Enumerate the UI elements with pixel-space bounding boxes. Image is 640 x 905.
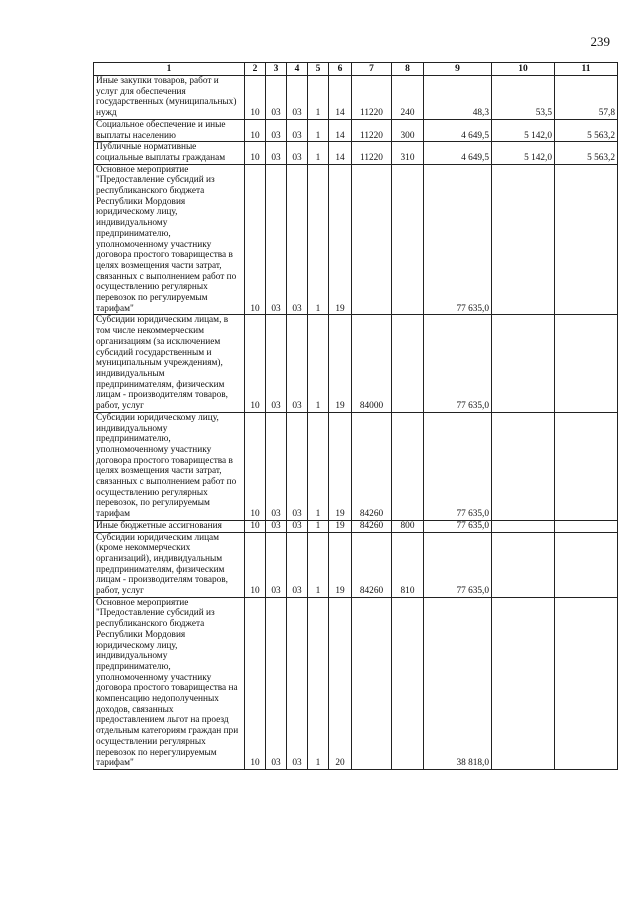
row-amount: 38 818,0 <box>424 597 492 769</box>
row-code: 1 <box>308 412 329 520</box>
row-name: Социальное обеспечение и иные выплаты населению <box>94 119 245 141</box>
row-code: 03 <box>266 164 287 315</box>
row-amount: 4 649,5 <box>424 142 492 164</box>
row-amount <box>555 164 618 315</box>
row-code <box>392 315 424 412</box>
table-header-row <box>94 63 618 76</box>
row-amount: 4 649,5 <box>424 119 492 141</box>
column-header: 11 <box>555 63 618 76</box>
row-name: Субсидии юридическим лицам (кроме некоммерческих организаций), индивидуальным предпринимателям, физическим лицам - производителям товаров, работ, услуг <box>94 532 245 597</box>
row-code <box>392 412 424 520</box>
row-code: 300 <box>392 119 424 141</box>
row-code <box>352 164 392 315</box>
row-name: Субсидии юридическому лицу, индивидуальному предпринимателю, уполномоченному участнику договора простого товарищества в целях возмещения части затрат, связанных с выполнением работ по осуществлению регулярных перевозок, по регулируемым тарифам <box>94 412 245 520</box>
row-code: 19 <box>329 164 352 315</box>
row-code: 19 <box>329 412 352 520</box>
row-code: 19 <box>329 520 352 532</box>
row-name: Основное мероприятие "Предоставление субсидий из республиканского бюджета Республики Мордовия юридическому лицу, индивидуальному предпринимателю, уполномоченному участнику договора простого товарищества на компенсацию недополученных доходов, связанных предоставлением льгот на проезд отдельным категориям граждан при осуществлении регулярных перевозок по нерегулируемым тарифам" <box>94 597 245 769</box>
row-code: 1 <box>308 532 329 597</box>
row-amount: 5 142,0 <box>492 142 555 164</box>
page-number: 239 <box>590 34 610 49</box>
row-code: 10 <box>245 412 266 520</box>
column-header: 6 <box>329 63 352 76</box>
row-code: 03 <box>287 597 308 769</box>
row-amount: 5 563,2 <box>555 142 618 164</box>
row-amount <box>555 520 618 532</box>
row-code: 1 <box>308 164 329 315</box>
column-header: 1 <box>94 63 245 76</box>
row-code: 84260 <box>352 532 392 597</box>
row-code: 03 <box>287 119 308 141</box>
row-code: 03 <box>266 315 287 412</box>
row-code: 03 <box>266 119 287 141</box>
row-code: 1 <box>308 142 329 164</box>
row-amount: 57,8 <box>555 76 618 120</box>
row-code: 10 <box>245 76 266 120</box>
column-header: 2 <box>245 63 266 76</box>
row-code <box>392 164 424 315</box>
row-code <box>392 597 424 769</box>
row-code: 03 <box>287 76 308 120</box>
row-code: 11220 <box>352 76 392 120</box>
table-row <box>94 76 618 120</box>
table-row <box>94 597 618 769</box>
row-name: Иные закупки товаров, работ и услуг для обеспечения государственных (муниципальных) нужд <box>94 76 245 120</box>
row-amount <box>492 520 555 532</box>
column-header: 9 <box>424 63 492 76</box>
row-code: 03 <box>266 76 287 120</box>
row-name: Основное мероприятие "Предоставление субсидий из республиканского бюджета Республики Мордовия юридическому лицу, индивидуальному предпринимателю, уполномоченному участнику договора простого товарищества в целях возмещения части затрат, связанных с выполнением работ по осуществлению регулярных перевозок по регулируемым тарифам" <box>94 164 245 315</box>
row-code: 03 <box>287 164 308 315</box>
row-code: 10 <box>245 532 266 597</box>
row-amount <box>555 412 618 520</box>
row-code: 1 <box>308 119 329 141</box>
table-row <box>94 164 618 315</box>
column-header: 10 <box>492 63 555 76</box>
row-amount: 77 635,0 <box>424 164 492 315</box>
row-code: 10 <box>245 142 266 164</box>
row-code: 03 <box>287 520 308 532</box>
row-code: 19 <box>329 315 352 412</box>
row-code <box>352 597 392 769</box>
row-code: 800 <box>392 520 424 532</box>
row-code: 14 <box>329 119 352 141</box>
row-code: 11220 <box>352 119 392 141</box>
row-code: 10 <box>245 315 266 412</box>
row-code: 240 <box>392 76 424 120</box>
row-code: 84260 <box>352 412 392 520</box>
row-amount <box>555 315 618 412</box>
row-code: 03 <box>287 315 308 412</box>
row-amount <box>492 412 555 520</box>
row-code: 84000 <box>352 315 392 412</box>
row-code: 11220 <box>352 142 392 164</box>
row-code: 20 <box>329 597 352 769</box>
row-code: 03 <box>266 520 287 532</box>
row-name: Иные бюджетные ассигнования <box>94 520 245 532</box>
table-row <box>94 520 618 532</box>
row-code: 10 <box>245 597 266 769</box>
row-amount: 77 635,0 <box>424 412 492 520</box>
row-code: 14 <box>329 76 352 120</box>
row-code: 10 <box>245 520 266 532</box>
table-row <box>94 412 618 520</box>
row-code: 03 <box>266 142 287 164</box>
row-code: 1 <box>308 76 329 120</box>
row-amount <box>555 532 618 597</box>
column-header: 3 <box>266 63 287 76</box>
row-code: 14 <box>329 142 352 164</box>
column-header: 8 <box>392 63 424 76</box>
row-code: 1 <box>308 315 329 412</box>
row-code: 810 <box>392 532 424 597</box>
column-header: 4 <box>287 63 308 76</box>
row-code: 10 <box>245 164 266 315</box>
table-row <box>94 119 618 141</box>
row-amount: 5 142,0 <box>492 119 555 141</box>
row-amount: 5 563,2 <box>555 119 618 141</box>
row-amount <box>555 597 618 769</box>
row-amount: 48,3 <box>424 76 492 120</box>
row-code: 1 <box>308 520 329 532</box>
row-code: 1 <box>308 597 329 769</box>
row-code: 03 <box>266 532 287 597</box>
row-code: 03 <box>287 532 308 597</box>
row-code: 03 <box>266 412 287 520</box>
row-name: Публичные нормативные социальные выплаты гражданам <box>94 142 245 164</box>
table-row <box>94 532 618 597</box>
budget-table <box>93 62 618 770</box>
row-code: 19 <box>329 532 352 597</box>
row-code: 03 <box>266 597 287 769</box>
row-amount: 77 635,0 <box>424 520 492 532</box>
row-amount: 77 635,0 <box>424 315 492 412</box>
row-code: 03 <box>287 412 308 520</box>
row-amount <box>492 164 555 315</box>
table-row <box>94 315 618 412</box>
row-name: Субсидии юридическим лицам, в том числе некоммерческим организациям (за исключением субсидий государственным и муниципальным учреждениям), индивидуальным предпринимателям, физическим лицам - производителям товаров, работ, услуг <box>94 315 245 412</box>
row-amount <box>492 315 555 412</box>
row-amount: 53,5 <box>492 76 555 120</box>
row-code: 10 <box>245 119 266 141</box>
row-code: 84260 <box>352 520 392 532</box>
row-amount: 77 635,0 <box>424 532 492 597</box>
row-code: 03 <box>287 142 308 164</box>
row-amount <box>492 532 555 597</box>
row-amount <box>492 597 555 769</box>
table-row <box>94 142 618 164</box>
column-header: 5 <box>308 63 329 76</box>
column-header: 7 <box>352 63 392 76</box>
row-code: 310 <box>392 142 424 164</box>
